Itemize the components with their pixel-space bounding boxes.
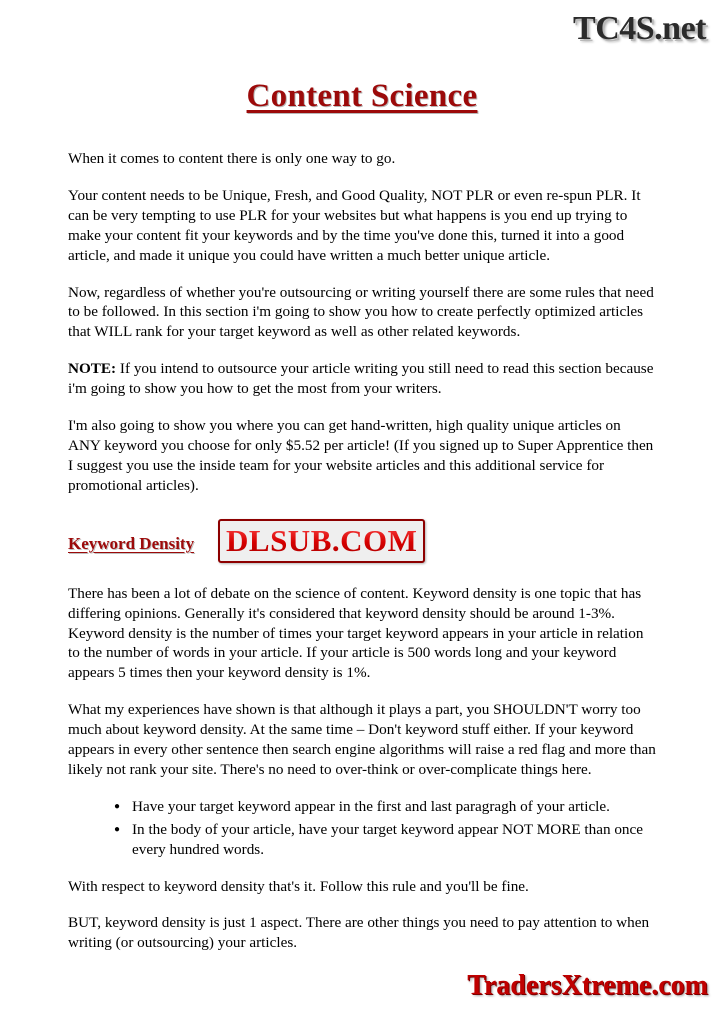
paragraph-intro: When it comes to content there is only one way to go.	[68, 150, 396, 167]
list-item: ● Have your target keyword appear in the first and last paragragh of your article.	[132, 797, 656, 817]
paragraph-rules: Now, regardless of whether you're outsourcing or writing yourself there are some rules that need to be followed. In this section i'm going to show you how to create perfectly optimized articles that WILL rank for your target keyword as well as other related keywords.	[68, 283, 654, 341]
paragraph-article-service: I'm also going to show you where you can get hand-written, high quality unique articles on ANY keyword you choose for only $5.52 per article! (If you signed up to Super Apprentice then I suggest you use the inside team for your website articles and this additional service for promotional articles).	[68, 417, 654, 494]
page-title: Content Science	[246, 78, 478, 114]
paragraph-density-closing: With respect to keyword density that's it. Follow this rule and you'll be fine.	[68, 877, 529, 895]
paragraph-density-definition: There has been a lot of debate on the science of content. Keyword density is one topic that has differing opinions. Generally it's considered that keyword density should be around 1-3%. Keyword density is the number of times your target keyword appears in your article in relation to the number of words in your article. If your article is 500 words long and your keyword appears 5 times then your keyword density is 1%.	[68, 584, 644, 682]
list-item: ● In the body of your article, have your target keyword appear NOT MORE than once every hundred words.	[132, 820, 656, 860]
paragraph-note	[68, 359, 656, 399]
site-watermark-top: TC4S.net	[573, 10, 706, 47]
section-header-row	[68, 522, 656, 566]
site-watermark-bottom: TradersXtreme.com	[467, 970, 708, 1001]
note-text: If you intend to outsource your article writing you still need to read this section because i'm going to show you how to get the most from your writers.	[68, 360, 654, 398]
dlsub-logo-text: DLSUB.COM	[226, 522, 418, 558]
paragraph-density-experience: What my experiences have shown is that although it plays a part, you SHOULDN'T worry too much about keyword density. At the same time – Don't keyword stuff either. If your keyword appears in every other sentence then search engine algorithms will raise a red flag and more than likely not rank your site. There's no need to over-think or over-complicate things here.	[68, 701, 656, 778]
document-content	[68, 78, 656, 970]
keyword-density-rules-list	[68, 797, 656, 860]
dlsub-logo-badge	[218, 519, 425, 563]
section-heading-keyword-density: Keyword Density	[68, 533, 195, 553]
paragraph-other-aspects: BUT, keyword density is just 1 aspect. There are other things you need to pay attention to when writing (or outsourcing) your articles.	[68, 914, 650, 952]
paragraph-unique-content: Your content needs to be Unique, Fresh, and Good Quality, NOT PLR or even re-spun PLR. It can be very tempting to use PLR for your websites but what happens is you end up trying to make your content fit your keywords and by the time you've done this, turned it into a good article, and made it unique you could have written a much better unique article.	[68, 186, 641, 264]
note-label: NOTE:	[68, 360, 117, 378]
